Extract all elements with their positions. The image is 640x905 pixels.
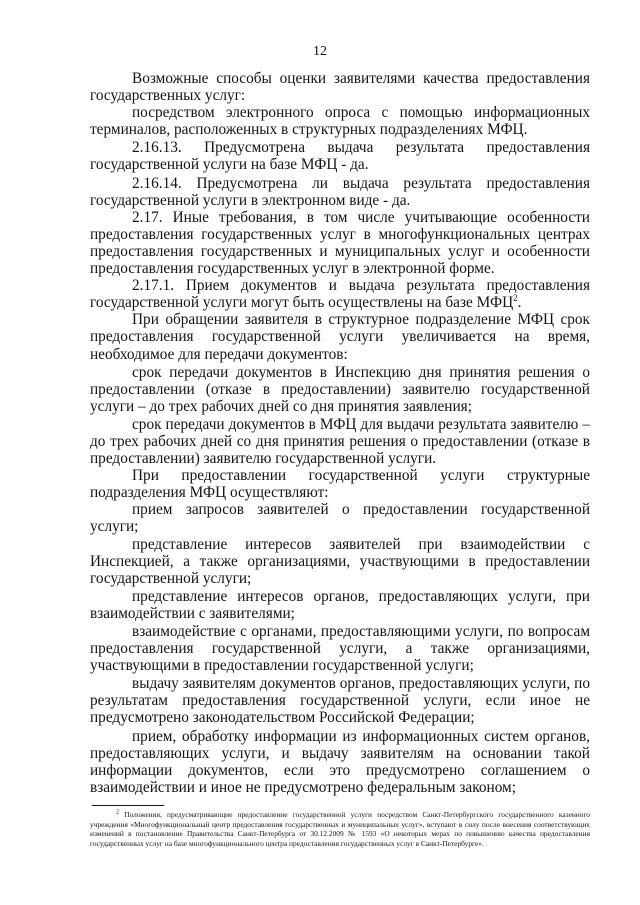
paragraph-2-16-14: 2.16.14. Предусмотрена ли выдача результата предоставления государственной услуги в электронном виде - да.: [90, 174, 590, 209]
paragraph-2-17-1: [90, 277, 590, 311]
footnote-divider: [92, 805, 164, 806]
footnote-reference[interactable]: 2: [513, 293, 518, 304]
paragraph-mfc-transfer: срок передачи документов в МФЦ для выдачи результата заявителю – до трех рабочих дней со дня принятия решения о предоставлении (отказе в предоставлении) заявителю государственной услуги.: [90, 415, 590, 468]
list-item-organ-representation: представление интересов органов, предоставляющих услуги, при взаимодействии с заявителями;: [90, 587, 590, 622]
list-item-applicant-representation: представление интересов заявителей при взаимодействии с Инспекцией, а также организациями, участвующими в предоставлении государственной услуги;: [90, 535, 590, 587]
page-number: 12: [313, 44, 327, 59]
list-item-request-intake: прием запросов заявителей о предоставлении государственной услуги;: [90, 501, 590, 536]
footnote-marker: 2: [116, 809, 119, 816]
paragraph-assessment-methods: Возможные способы оценки заявителями качества предоставления государственных услуг:: [90, 70, 590, 105]
paragraph-inspection-transfer: срок передачи документов в Инспекцию дня принятия решения о предоставлении (отказе в предоставлении) заявителю государственной услуги – до трех рабочих дней со дня принятия заявления;: [90, 363, 590, 415]
list-item-document-issuance: выдачу заявителям документов органов, предоставляющих услуги, по результатам предоставления государственной услуги, если иное не предусмотрено законодательством Российской Федерации;: [90, 675, 590, 727]
paragraph-2-17: 2.17. Иные требования, в том числе учитывающие особенности предоставления государственных услуг в многофункциональных центрах предоставления государственных и муниципальных услуг и особенности предоставления государственных услуг в электронной форме.: [90, 208, 590, 278]
document-body: [90, 70, 590, 796]
paragraph-mfc-term: При обращении заявителя в структурное подразделение МФЦ срок предоставления государственной услуги увеличивается на время, необходимое для передачи документов:: [90, 311, 590, 363]
paragraph-electronic-survey: посредством электронного опроса с помощью информационных терминалов, расположенных в структурных подразделениях МФЦ.: [90, 104, 590, 139]
paragraph-mfc-functions: При предоставлении государственной услуги структурные подразделения МФЦ осуществляют:: [90, 467, 590, 502]
paragraph-2-17-1-end: .: [517, 294, 522, 312]
list-item-information-processing: прием, обработку информации из информационных систем органов, предоставляющих услуги, и выдачу заявителям на основании такой информации документов, если это предусмотрено соглашением о взаимодействии и иное не предусмотрено федеральным законом;: [90, 727, 590, 796]
list-item-organ-interaction: взаимодействие с органами, предоставляющими услуги, по вопросам предоставления государственной услуги, а также организациями, участвующими в предоставлении государственной услуги;: [90, 623, 590, 675]
footnote-text: Положения, предусматривающие предоставление государственной услуги посредством Санкт-Петербургского государственного казенного учреждения «Многофункциональный центр предоставления государственных и муниципальных услуг», вступают в силу после внесения соответствующих изменений в постановление Правительства Санкт-Петербурга от 30.12.2009 № 1593 «О некоторых мерах по повышению качества предоставления государственных услуг на базе многофункционального центра предоставления государственных услуг в Санкт-Петербурге».: [90, 810, 590, 848]
paragraph-2-16-13: 2.16.13. Предусмотрена выдача результата предоставления государственной услуги на базе МФЦ - да.: [90, 139, 590, 174]
paragraph-2-17-1-text: 2.17.1. Прием документов и выдача результата предоставления государственной услуги могут быть осуществлены на базе МФЦ: [90, 277, 590, 312]
footnote: [90, 810, 590, 848]
